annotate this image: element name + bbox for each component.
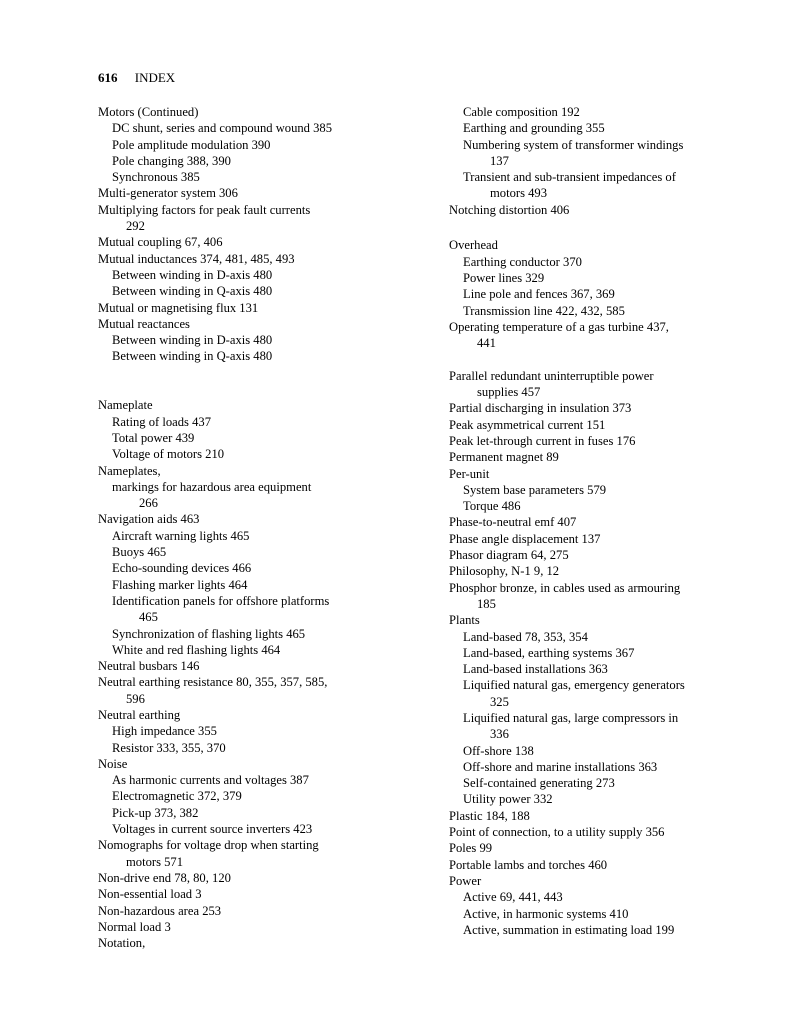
index-entry: Plastic 184, 188 <box>449 808 530 823</box>
index-subentry: Total power 439 <box>112 430 195 445</box>
index-entry: Navigation aids 463 <box>98 512 200 527</box>
index-subentry: Active, summation in estimating load 199 <box>463 922 675 937</box>
index-subentry: Pole amplitude modulation 390 <box>112 137 271 152</box>
index-subentry: Aircraft warning lights 465 <box>112 528 250 543</box>
index-entry: Neutral earthing resistance 80, 355, 357, 585, <box>98 675 328 690</box>
index-subentry: Identification panels for offshore platforms <box>112 593 330 608</box>
index-subentry: Flashing marker lights 464 <box>112 577 248 592</box>
index-entry: Permanent magnet 89 <box>449 450 559 465</box>
index-subentry: motors 493 <box>490 186 548 201</box>
index-subentry: Electromagnetic 372, 379 <box>112 789 242 804</box>
index-subentry: Between winding in D-axis 480 <box>112 267 273 282</box>
index-subentry: Utility power 332 <box>463 792 553 807</box>
index-entry: Notation, <box>98 936 146 951</box>
index-subentry: White and red flashing lights 464 <box>112 642 281 657</box>
index-entry: Neutral busbars 146 <box>98 659 200 674</box>
index-subentry: High impedance 355 <box>112 724 217 739</box>
index-entry: Phasor diagram 64, 275 <box>449 548 569 563</box>
index-subentry: Rating of loads 437 <box>112 414 211 429</box>
index-entry: Operating temperature of a gas turbine 437, <box>449 319 669 334</box>
index-subentry: Line pole and fences 367, 369 <box>463 287 615 302</box>
index-subentry: 266 <box>139 496 158 511</box>
index-entry: Phosphor bronze, in cables used as armouring <box>449 580 681 595</box>
index-subentry: 292 <box>126 219 145 234</box>
index-subentry: markings for hazardous area equipment <box>112 479 312 494</box>
index-entry: Poles 99 <box>449 841 493 856</box>
index-entry: Multi-generator system 306 <box>98 186 238 201</box>
index-entry: Point of connection, to a utility supply 356 <box>449 825 665 840</box>
spacer <box>449 351 744 367</box>
index-entry: Per-unit <box>449 466 490 481</box>
index-entry: Non-drive end 78, 80, 120 <box>98 870 231 885</box>
index-subentry: Buoys 465 <box>112 545 167 560</box>
index-subentry: Torque 486 <box>463 499 521 514</box>
index-entry: Philosophy, N-1 9, 12 <box>449 564 560 579</box>
index-column-left <box>98 104 428 951</box>
index-subentry: Pick-up 373, 382 <box>112 805 199 820</box>
index-subentry: Synchronization of flashing lights 465 <box>112 626 306 641</box>
index-entry: Normal load 3 <box>98 919 171 934</box>
index-subentry: Resistor 333, 355, 370 <box>112 740 226 755</box>
index-entry: Mutual reactances <box>98 316 190 331</box>
index-entry: Mutual coupling 67, 406 <box>98 235 223 250</box>
index-entry: Non-essential load 3 <box>98 887 202 902</box>
index-subentry: 325 <box>490 694 509 709</box>
index-subentry: Land-based installations 363 <box>463 662 608 677</box>
index-entry: Multiplying factors for peak fault currents <box>98 202 311 217</box>
index-entry: Parallel redundant uninterruptible power <box>449 368 654 383</box>
index-entry: Phase angle displacement 137 <box>449 531 601 546</box>
index-subentry: Echo-sounding devices 466 <box>112 561 252 576</box>
index-subentry: As harmonic currents and voltages 387 <box>112 773 309 788</box>
index-entry: Phase-to-neutral emf 407 <box>449 515 577 530</box>
spacer <box>98 365 428 381</box>
index-subentry: 137 <box>490 153 509 168</box>
index-column-right <box>449 104 744 938</box>
index-entry: Power <box>449 873 482 888</box>
page-number: 616 <box>98 70 118 85</box>
index-subentry: DC shunt, series and compound wound 385 <box>112 121 333 136</box>
index-subentry: Cable composition 192 <box>463 105 580 119</box>
index-entry: Neutral earthing <box>98 707 181 722</box>
index-subentry: Active 69, 441, 443 <box>463 890 563 905</box>
spacer <box>98 381 428 397</box>
index-subentry: Voltages in current source inverters 423 <box>112 822 313 837</box>
index-subentry: 596 <box>126 691 145 706</box>
index-entry: Peak let-through current in fuses 176 <box>449 433 636 448</box>
index-entry: Partial discharging in insulation 373 <box>449 401 632 416</box>
index-subentry: Synchronous 385 <box>112 170 200 185</box>
index-subentry: Power lines 329 <box>463 270 545 285</box>
index-subentry: 441 <box>477 336 496 351</box>
index-subentry: Off-shore 138 <box>463 743 534 758</box>
page-title: INDEX <box>134 70 176 85</box>
index-entry: Mutual or magnetising flux 131 <box>98 300 259 315</box>
index-entry: Overhead <box>449 238 498 253</box>
spacer <box>449 218 744 234</box>
index-subentry: Off-shore and marine installations 363 <box>463 759 658 774</box>
index-subentry: 336 <box>490 727 509 742</box>
index-subentry: Between winding in D-axis 480 <box>112 333 273 348</box>
index-entry: Motors (Continued) <box>98 105 199 119</box>
index-subentry: 185 <box>477 596 496 611</box>
index-entry: Nomographs for voltage drop when starting <box>98 838 319 853</box>
index-entry: Peak asymmetrical current 151 <box>449 417 606 432</box>
index-subentry: Transmission line 422, 432, 585 <box>463 303 625 318</box>
index-subentry: Liquified natural gas, large compressors in <box>463 710 679 725</box>
index-subentry: Between winding in Q-axis 480 <box>112 284 273 299</box>
index-subentry: Land-based 78, 353, 354 <box>463 629 588 644</box>
index-subentry: Transient and sub-transient impedances of <box>463 170 676 185</box>
index-entry: Plants <box>449 613 480 628</box>
index-entry: Mutual inductances 374, 481, 485, 493 <box>98 251 295 266</box>
index-subentry: Pole changing 388, 390 <box>112 153 231 168</box>
index-subentry: Earthing and grounding 355 <box>463 121 605 136</box>
index-subentry: Numbering system of transformer windings <box>463 137 684 152</box>
index-entry: Nameplate <box>98 398 153 413</box>
index-entry: Nameplates, <box>98 463 161 478</box>
index-subentry: Between winding in Q-axis 480 <box>112 349 273 364</box>
index-subentry: System base parameters 579 <box>463 482 607 497</box>
index-subentry: motors 571 <box>126 854 184 869</box>
index-entry: Noise <box>98 756 128 771</box>
index-subentry: 465 <box>139 610 158 625</box>
index-subentry: supplies 457 <box>477 385 541 400</box>
index-subentry: Liquified natural gas, emergency generators <box>463 678 685 693</box>
index-subentry: Self-contained generating 273 <box>463 776 615 791</box>
index-subentry: Land-based, earthing systems 367 <box>463 645 635 660</box>
index-subentry: Earthing conductor 370 <box>463 254 582 269</box>
page-header <box>98 70 175 86</box>
index-entry: Portable lambs and torches 460 <box>449 857 608 872</box>
index-subentry: Voltage of motors 210 <box>112 447 225 462</box>
index-subentry: Active, in harmonic systems 410 <box>463 906 629 921</box>
index-entry: Notching distortion 406 <box>449 202 570 217</box>
index-entry: Non-hazardous area 253 <box>98 903 222 918</box>
